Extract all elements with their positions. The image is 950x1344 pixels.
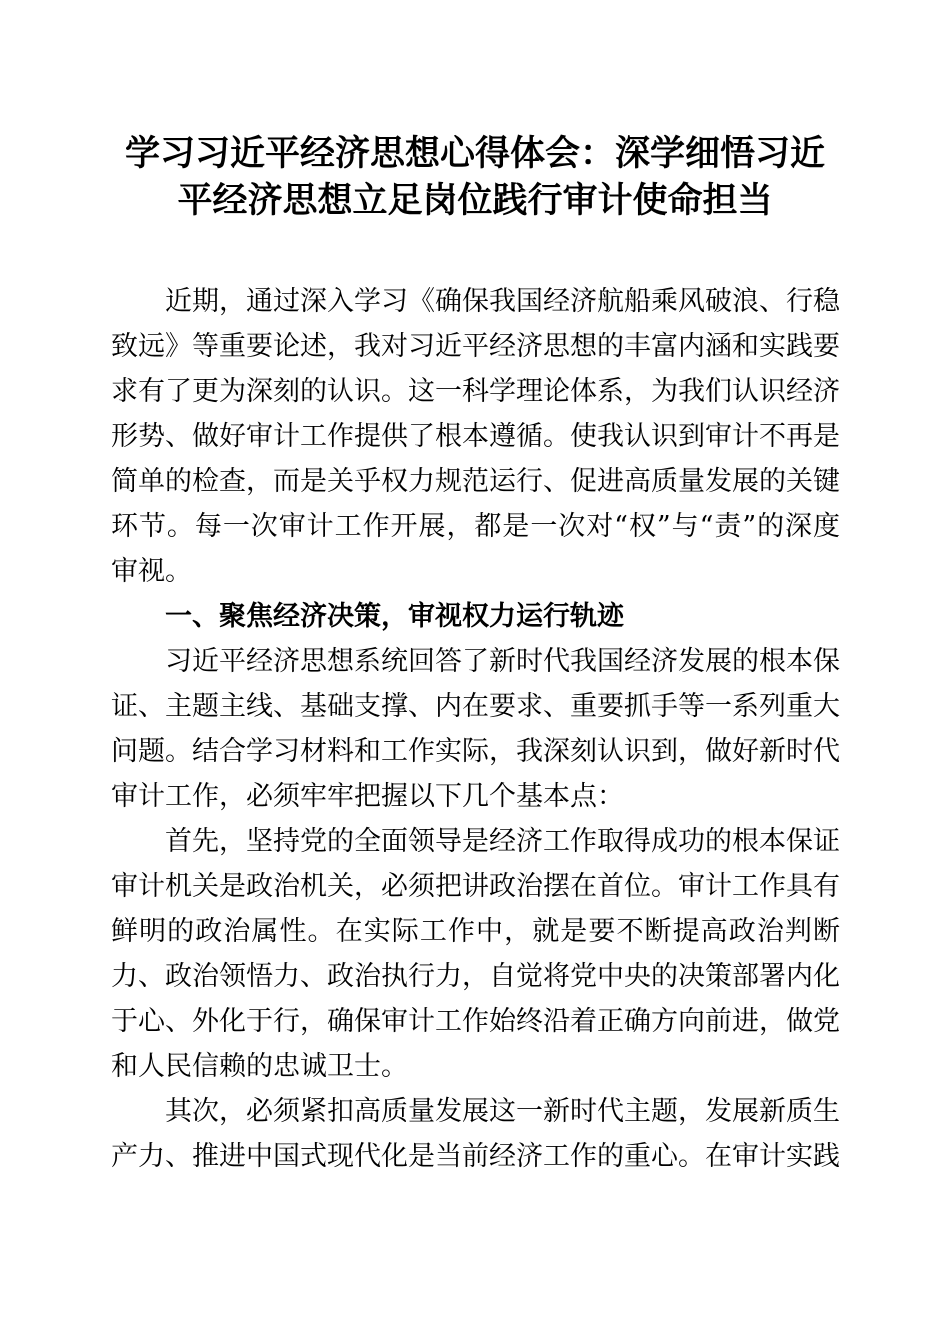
- section-heading: 一、聚焦经济决策，审视权力运行轨迹: [165, 601, 624, 632]
- document-title-line-1: 学习习近平经济思想心得体会：深学细悟习近: [124, 133, 825, 174]
- body-paragraph: 近期，通过深入学习《确保我国经济航船乘风破浪、行稳致远》等重要论述，我对习近平经济思想的丰富内涵和实践要求有了更为深刻的认识。这一科学理论体系，为我们认识经济形势、做好审计工作提供了根本遵循。使我认识到审计不再是简单的检查，而是关乎权力规范运行、促进高质量发展的关键环节。每一次审计工作开展，都是一次对“权”与“责”的深度审视。: [111, 286, 840, 587]
- body-paragraph: 其次，必须紧扣高质量发展这一新时代主题，发展新质生产力、推进中国式现代化是当前经济工作的重心。在审计实践: [111, 1096, 840, 1172]
- document-title-line-2: 平经济思想立足岗位践行审计使命担当: [177, 180, 773, 221]
- body-paragraph: 首先，坚持党的全面领导是经济工作取得成功的根本保证审计机关是政治机关，必须把讲政治摆在首位。审计工作具有鲜明的政治属性。在实际工作中，就是要不断提高政治判断力、政治领悟力、政治执行力，自觉将党中央的决策部署内化于心、外化于行，确保审计工作始终沿着正确方向前进，做党和人民信赖的忠诚卫士。: [111, 826, 840, 1082]
- document-title: [108, 130, 842, 224]
- document-body: [111, 279, 840, 1179]
- body-paragraph: 习近平经济思想系统回答了新时代我国经济发展的根本保证、主题主线、基础支撑、内在要求、重要抓手等一系列重大问题。结合学习材料和工作实际，我深刻认识到，做好新时代审计工作，必须牢牢把握以下几个基本点：: [111, 646, 840, 812]
